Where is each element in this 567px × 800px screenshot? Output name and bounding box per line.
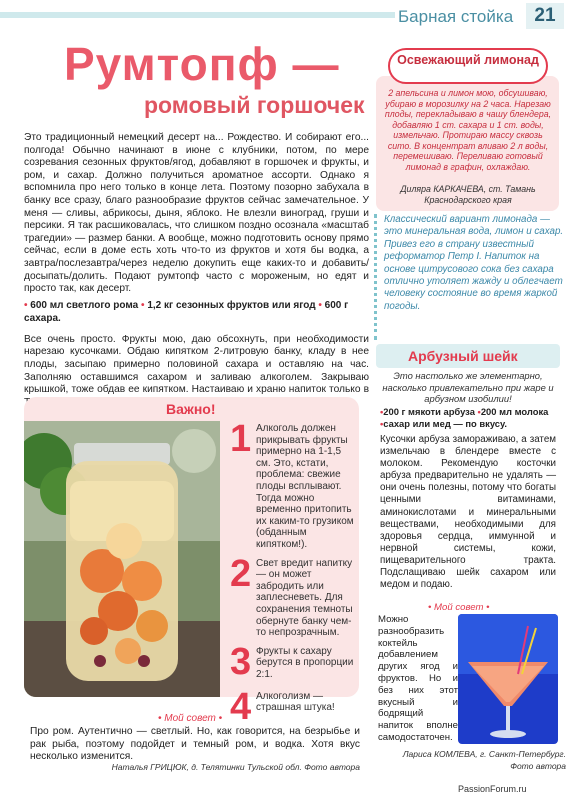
tip-text: Фрукты к сахару берутся в пропорции 2:1. — [256, 645, 354, 680]
article-subtitle: ромовый горшочек — [144, 92, 365, 118]
important-tips — [230, 418, 354, 736]
tip-item — [230, 552, 354, 639]
advice-author: Наталья ГРИЦЮК, д. Телятинки Тульской обл. Фото автора — [111, 762, 360, 772]
tip-number: 1 — [230, 418, 252, 460]
lemonade-title: Освежающий лимонад — [397, 53, 539, 67]
lemonade-badge — [388, 48, 548, 84]
header-stripe — [0, 12, 395, 18]
tip-item — [230, 640, 354, 684]
tip-text: Алкоголизм — страшная штука! — [256, 690, 335, 714]
shake-body: Кусочки арбуза замораживаю, а затем измельчаю в блендере вместе с молоком. Рекомендую косточки арбуза предварительно не удалять — они очень полезны, потому что богаты ценными витаминами, аминокислотами и минеральными веществами, необходимыми для здоровья сердца, иммунной и нервной системы, кожи, пищеварительного тракта. Подслащиваю шейк сахаром или медом и подаю. — [380, 434, 556, 591]
shake-ingredient: 200 г мякоти арбуза — [383, 406, 475, 417]
shake-intro: Это настолько же элементарно, насколько привлекательно при жаре и арбузном изобилии! — [382, 370, 554, 404]
advice-heading: • Мой совет • — [158, 713, 223, 724]
tip-text: Алкоголь должен прикрывать фрукты примерно на 1-1,5 см. Это, кстати, проблема: свежие плоды всплывают. Тогда можно временно притопить их каким-то грузиком (обданным кипятком!). — [256, 423, 354, 550]
tip-number: 3 — [230, 640, 252, 683]
advice-text: Про ром. Аутентично — светлый. Но, как говорится, на безрыбье и рак рыба, поэтому подойдет и темный ром, и водка. Хотя вкус несколько изменится. — [30, 726, 360, 762]
article-paragraph-1: Это традиционный немецкий десерт на... Рождество. И собирают его... полгода! Обычно начинают в июне с клубники, потом, по мере созревания сезонных фруктов/ягод, добавляют в горшочек и фрукты, и ром, и сахар. Должно получиться ароматное ассорти. Однако я вспомнила про него только в конце лета. Поэтому позорно забухала в банку все сразу, благо разнообразие фруктов сейчас замечательное. У меня — сливы, абрикосы, дыня, яблоко. Не влезли виноград, груши и персики. Я так расшиковалась, что слишком поздно осознала «масштаб трагедии» — размер банки. А вообще, можно подготовить основу прямо сейчас, если в доме есть хоть что-то из фруктов и хотя бы водка, а завтра/послезавтра/через неделю докупить еще каких-то и добавить/досыпать/долить. Подают румтопф часто с мороженым, но едят и просто так, как десерт. — [24, 132, 369, 295]
ingredients-list: • 600 мл светлого рома • 1,2 кг сезонных фруктов или ягод • 600 г сахара. — [24, 299, 349, 324]
cocktail-photo — [458, 614, 558, 744]
article-paragraph-2: Все очень просто. Фрукты мою, даю обсохнуть, при необходимости нарезаю кусочками. Обдаю кипятком 2-литровую банку, кладу в нее плоды, засыпаю примерно половиной сахара и оставляю на час. Заполняю оставшимся сахаром и заливаю алкоголем. Закрываю крышкой, тоже обдав ее кипятком. Настаиваю и храню напиток только в — [24, 333, 369, 396]
shake-ingredients: •200 г мякоти арбуза •200 мл молока •сахар или мед — по вкусу. — [380, 406, 549, 429]
shake-advice-heading: • Мой совет • — [428, 602, 490, 613]
tip-item — [230, 685, 354, 729]
article-title: Румтопф — — [64, 38, 340, 90]
ingredient-item: 600 г сахара. — [24, 299, 349, 324]
main-article — [24, 40, 369, 409]
page-number: 21 — [526, 3, 564, 29]
watermark: PassionForum.ru — [458, 784, 527, 794]
lemonade-recipe: 2 апельсина и лимон мою, обсушиваю, убираю в морозилку на 2 часа. Нарезаю плоды, перекладываю в чашу блендера, добавляю 1 ст. сахара и 1 ст. воды, измельчаю. Протираю массу сквозь сито. В концентрат вливаю 2 л воды, перемешиваю. Переливаю готовый лимонад в графин, охлаждаю. — [384, 88, 552, 172]
shake-ingredient: сахар или мед — по вкусу. — [383, 417, 508, 429]
info-text: Классический вариант лимонада — это минеральная вода, лимон и сахар. Привез его в страну известный реформатор Петр I. Напиток на основе цитрусового сока без сахара отлично утоляет жажду и облегчает человеку состояние во время жаркой погоды. — [384, 214, 564, 312]
page-header — [0, 0, 567, 30]
important-title: Важно! — [166, 401, 216, 417]
section-label: Барная стойка — [398, 7, 514, 26]
ingredient-item: 600 мл светлого рома — [30, 299, 139, 311]
lemonade-author: Диляра КАРКАЧЕВА, ст. Тамань Краснодарского края — [400, 184, 536, 205]
shake-section — [376, 344, 560, 614]
tip-number: 4 — [230, 685, 252, 728]
shake-ingredient: 200 мл молока — [480, 406, 549, 417]
shake-author: Лариса КОМЛЕВА, г. Санкт-Петербург. Фото автора — [402, 749, 566, 771]
tip-number: 2 — [230, 552, 252, 595]
lemonade-info-box — [374, 214, 564, 340]
tip-text: Свет вредит напитку — он может забродить или заплесневеть. Для сохранения темноты обернуте банку чем-то непрозрачным. — [256, 557, 353, 639]
shake-title: Арбузный шейк — [408, 348, 518, 364]
tip-item — [230, 418, 354, 551]
rumtopf-jar-photo — [24, 421, 220, 697]
ingredient-item: 1,2 кг сезонных фруктов или ягод — [147, 299, 316, 311]
shake-advice-text: Можно разнообразить коктейль добавлением других ягод и фруктов. Но и без них этот вкусный и бодрящий напиток вполне самодостаточен. — [378, 614, 458, 743]
